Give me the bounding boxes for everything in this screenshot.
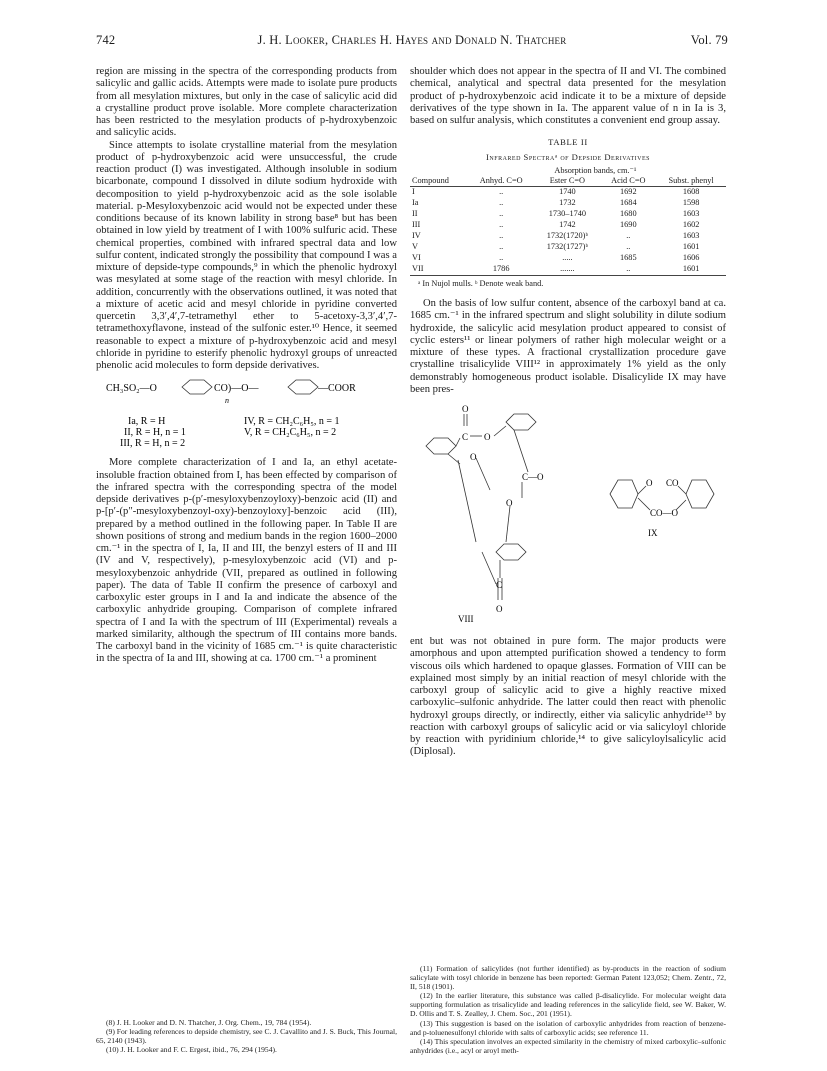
legend-IV: IV, R = CH₂C₆H₅, n = 1 [244, 416, 340, 428]
right-paragraph-2: On the basis of low sulfur content, absence of the carboxyl band at ca. 1685 cm.⁻¹ in the infrared spectrum and slight solubility in dilute sodium hydroxide, the salicylic acid mesylation product appeared to consist of cyclic esters¹¹ or linear polymers of rather high molecular weight or a mixture of these types. A fractional crystallization procedure gave crystalline trisalicylide VIII¹² in approximately 1% yield as the only demonstrably homogeneous product isolable. Disalicylide IX may have been pres- [410, 298, 726, 395]
footnote-8: (8) J. H. Looker and D. N. Thatcher, J. Org. Chem., 19, 784 (1954). [106, 1018, 312, 1027]
col-acid: Acid C=O [600, 176, 656, 187]
viii-o-left: O [470, 452, 477, 462]
viii-c-top: C [462, 432, 469, 442]
viii-o-right: O [506, 498, 513, 508]
footnote-12: (12) In the earlier literature, this substance was called β-disalicylide. For molecular weight data supporting formulation as trisalicylide and leading references in the salicylide field, see W. Baker, W. D. Ollis and T. S. Zealley, J. Chem. Soc., 201 (1951). [410, 991, 726, 1019]
viii-ring-left [426, 438, 456, 454]
table-row: VI .. ..... 1685 1606 [412, 253, 700, 263]
footnotes-left [96, 1018, 397, 1054]
table-row: I .. 1740 1692 1608 [412, 187, 700, 197]
formula-co-o: CO)—O— [214, 383, 259, 395]
legend-V: V, R = CH₂C₆H₅, n = 2 [244, 427, 337, 439]
ix-o-top: O [646, 478, 653, 488]
table-row: V .. 1732(1727)ᵇ .. 1601 [412, 242, 700, 252]
ix-co-o: CO—O [650, 508, 679, 518]
ix-co-top: CO [666, 478, 679, 488]
table-header-group: Absorption bands, cm.⁻¹ [554, 165, 637, 175]
formula-n: n [225, 396, 229, 406]
legend-III: III, R = H, n = 2 [120, 438, 186, 450]
benzene-ring-2 [288, 380, 318, 394]
viii-c-o: C—O [522, 472, 544, 482]
benzene-ring-1 [182, 380, 212, 394]
right-column [410, 66, 726, 759]
col-compound: Compound [410, 176, 468, 187]
ix-ring-right [686, 480, 714, 508]
table-row: Ia .. 1732 1684 1598 [412, 198, 700, 208]
table-caption: TABLE II [548, 137, 588, 148]
right-paragraph-1: shoulder which does not appear in the spectra of II and VI. The combined chemical, analytical and spectral data presented for the mesylation product of p-hydroxybenzoic acid indicate it to be a mixture of depside derivatives of the type shown in Ia. The apparent value of n in Ia is 3, based on sulfur analysis, which constitutes a convenient end group assay. [410, 66, 726, 126]
label-ix: IX [648, 528, 658, 538]
right-paragraph-3: ent but was not obtained in pure form. The major products were amorphous and upon attempted purification showed a tendency to form viscous oils which hardened to opaque glasses. Formation of VIII can be explained most simply by an initial reaction of mesyl chloride with the carboxyl group of salicylic acid to give a highly reactive mixed carboxylic–sulfonic anhydride. The latter could then react with phenolic hydroxyl groups directly, or indirectly, either via salicylic anhydride¹³ by reaction with carboxyl groups of salicylic acid or via salicyloyl chloride by reaction with pyridinium chloride,¹⁴ to give salicyloylsalicylic acid (Diplosal). [410, 636, 726, 758]
left-paragraph-1: region are missing in the spectra of the corresponding products from salicylic and gallic acids. Attempts were made to isolate pure products from all mesylation mixtures, but only in the case of salicylic acid did a crystalline product prove isolable. More complete characterization has been restricted to the mesylation products of p-hydroxybenzoic and salicylic acids. [96, 66, 397, 139]
footnotes-right [410, 964, 726, 1055]
depside-structure-drawing [96, 377, 397, 487]
col-ester: Ester C=O [534, 176, 600, 187]
running-title: J. H. Looker, Charles H. Hayes and Donald N. Thatcher [257, 33, 567, 47]
formula-left: CH₃SO₂—O [106, 383, 157, 395]
salicylide-figure [410, 402, 726, 630]
viii-ring-bottom [496, 544, 526, 560]
table-row: III .. 1742 1690 1602 [412, 220, 700, 230]
legend-II: II, R = H, n = 1 [124, 427, 186, 439]
col-phenyl: Subst. phenyl [656, 176, 726, 187]
salicylide-structures [410, 402, 726, 630]
footnote-11: (11) Formation of salicylides (not further identified) as by-products in the reaction of sodium salicylate with tosyl chloride in benzene has been reported: German Patent 123,052; Chem. Zentr., 72, II, 518 (1901). [410, 964, 726, 992]
col-anhyd: Anhyd. C=O [468, 176, 535, 187]
table-title: Infrared Spectraᵃ of Depside Derivatives [486, 151, 650, 162]
formula-coor: —COOR [318, 383, 356, 395]
table-row: VII 1786 ....... .. 1601 [410, 264, 726, 276]
ix-ring-left [610, 480, 638, 508]
viii-c-bottom: C [496, 580, 503, 590]
table-footnote: ᵃ In Nujol mulls. ᵇ Denote weak band. [418, 278, 544, 288]
viii-o-top: O [462, 404, 469, 414]
label-viii: VIII [458, 614, 474, 624]
legend-Ia: Ia, R = H [128, 416, 166, 428]
left-paragraph-2: Since attempts to isolate crystalline material from the mesylation product of p-hydroxybenzoic acid were unsuccessful, the crude reaction product (I) was investigated. Although insoluble in sodium bicarbonate, compound I dissolved in dilute sodium hydroxide with decomposition to yield p-hydroxybenzoic acid as the sole isolable material. p-Mesyloxybenzoic acid would not be expected under these conditions because of its known lability in strong base⁸ but has been obtained in low yield by treatment of I with 100% sulfuric acid. These chemical properties, combined with infrared spectral data and low sulfur content, indicated strongly the possibility that compound I was a mixture of depside-type compounds,⁹ in which the phenolic hydroxyl was mesylated at some stage of the reaction with mesyl chloride. In addition, concurrently with the observations outlined, it was noted that a mixture of acetic acid and mesyl chloride in pyridine converted quercetin 3,3′,4′,7-tetramethyl ether to 5-acetoxy-3,3′,4′,7-tetramethoxyflavone, instead of the sulfonic ester.¹⁰ Hence, it seemed reasonable to expect a mixture of p-hydroxybenzoic acid and mesyl chloride in pyridine to esterify phenolic hydroxyl groups of unreacted phenolic acid molecules to form depside derivatives. [96, 139, 397, 371]
footnote-14: (14) This speculation involves an expected similarity in the chemistry of mixed carboxylic–sulfonic anhydrides (i.e., acyl or aroyl meth- [410, 1036, 726, 1055]
depside-structure [96, 377, 397, 487]
viii-o-mid: O [484, 432, 491, 442]
running-header [96, 33, 728, 49]
viii-o-bottom: O [496, 604, 503, 614]
table-row: II .. 1730–1740 1680 1603 [412, 209, 700, 219]
viii-ring-right [506, 414, 536, 430]
infrared-table [410, 166, 726, 276]
table-row: IV .. 1732(1720)ᵇ .. 1603 [412, 231, 700, 241]
left-paragraph-3: More complete characterization of I and Ia, an ethyl acetate-insoluble fraction obtained from I, has been effected by comparison of the infrared spectra with the corresponding spectra of the model depside derivatives p-(p′-mesyloxybenzoyloxy)-benzoic acid (II) and p-[p′-(p″-mesyloxybenzoyl-oxy)-benzoyloxy]-benzoic acid (III), prepared by a method outlined in the following paper. In Table II are shown positions of strong and medium bands in the region 1600–2000 cm.⁻¹ in the spectra of I, Ia, II and III, the benzyl esters of II and III (IV and V, respectively), p-mesyloxybenzoic acid (VI) and p-mesyloxybenzoic anhydride (VII, prepared as outlined in following paper). The data of Table II confirm the presence of carboxyl and carboxylic ester groups in I and Ia and indicate the absence of the carboxylic anhydride grouping. Comparison of complete infrared spectra of I and Ia with the spectrum of III (Experimental) reveals a marked similarity, although the spectrum of III contains more bands. The carboxyl band in the vicinity of 1685 cm.⁻¹ is quite characteristic in the spectra of Ia and III, showing at ca. 1700 cm.⁻¹ a prominent [96, 457, 397, 665]
footnote-13: (13) This suggestion is based on the isolation of carboxylic anhydrides from reaction of benzene- and p-toluenesulfonyl chloride with salts of carboxylic acids; see reference 11. [410, 1018, 726, 1037]
page-number: 742 [96, 33, 116, 47]
footnote-9: (9) For leading references to depside chemistry, see C. J. Cavallito and J. S. Buck, This Journal, 65, 2140 (1943). [96, 1027, 397, 1046]
volume-label: Vol. 79 [690, 33, 728, 47]
left-column [96, 66, 397, 666]
footnote-10: (10) J. H. Looker and F. C. Ergest, ibid., 76, 294 (1954). [106, 1045, 277, 1055]
